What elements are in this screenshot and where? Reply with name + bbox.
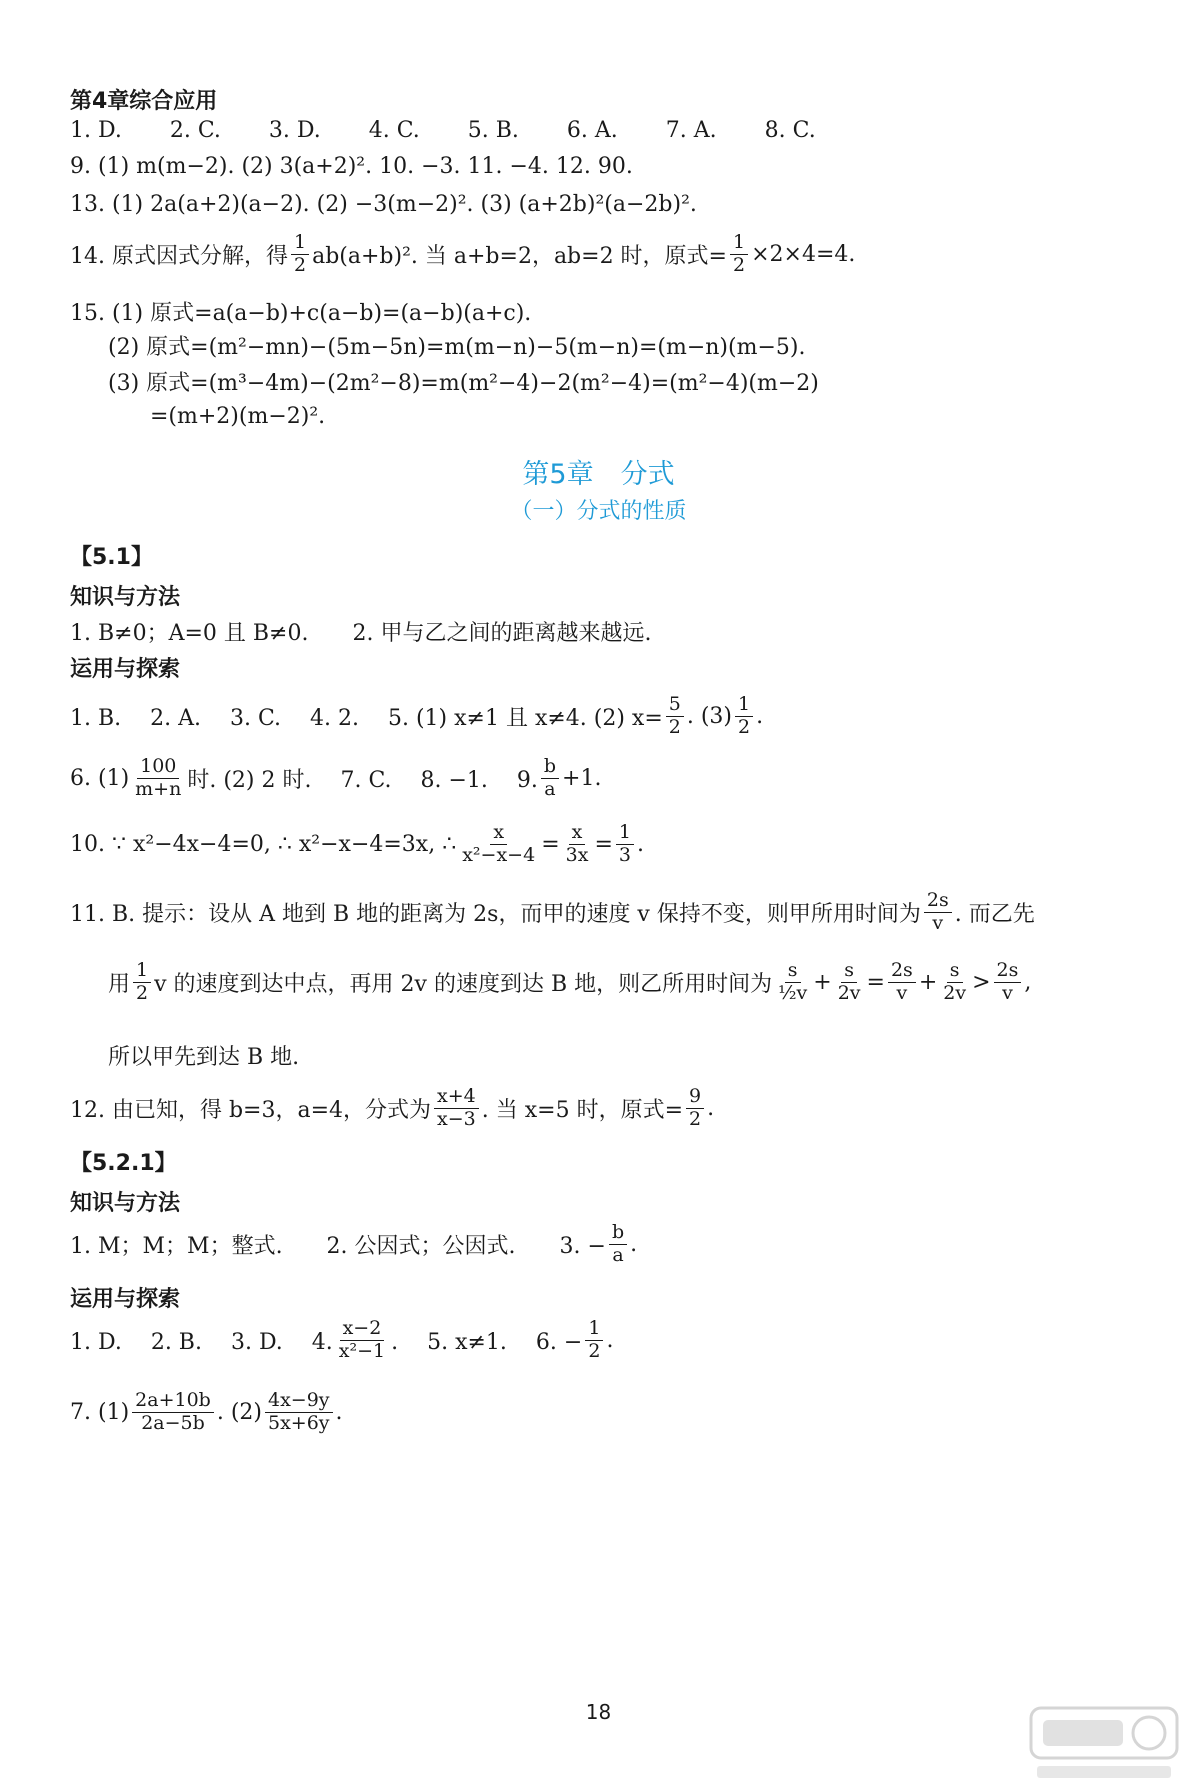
answer-item: 2. C. [169,118,221,143]
knowledge-heading-2: 知识与方法 [70,1191,181,1216]
knowledge-heading: 知识与方法 [70,585,181,610]
text: . [707,1095,715,1121]
text: 10. ∵ x²−4x−4=0, ∴ x²−x−4=3x, ∴ [70,831,457,857]
text: 1. D. 2. B. 3. D. 4. [70,1329,333,1355]
text: = [866,969,885,995]
text: 7. (1) [70,1399,130,1425]
text: . (3) [686,703,733,729]
fraction: $\frac{x}{3x}$ [565,821,589,866]
practice-row-3 [70,822,644,867]
text: . 当 x=5 时，原式= [481,1097,684,1123]
text: . [756,703,764,729]
text: 1. B. 2. A. 3. C. 4. 2. 5. (1) x≠1 且 x≠4. (2) x= [70,705,663,731]
text: 1. M；M；M；整式. 2. 公因式；公因式. 3. − [70,1233,606,1259]
answer-item: 3. D. [268,118,321,143]
fraction: $\frac{1}{2}$ [585,1318,603,1363]
text: +1. [562,765,602,791]
text: v 的速度到达中点，再用 2v 的速度到达 B 地，则乙所用时间为 [154,971,773,997]
text: = [541,831,560,857]
text: 12. 由已知，得 b=3，a=4，分式为 [70,1097,432,1123]
answer-row-1 [70,118,864,143]
answer-row-2: 9. (1) m(m−2). (2) 3(a+2)². 10. −3. 11. −4. 12. 90. [70,154,633,179]
practice2-row-1 [70,1318,613,1363]
answer-item: 1. D. [70,118,122,143]
fraction: $\frac{1}{2}$ [735,694,753,739]
practice-row-6: 所以甲先到达 B 地. [108,1045,300,1070]
answer-item: 4. C. [368,118,420,143]
text: 6. (1) [70,765,130,791]
text: . [335,1399,343,1425]
chapter4-heading: 第4章综合应用 [70,89,218,114]
section-5-2-1: 【5.2.1】 [70,1151,177,1176]
practice-row-4 [70,890,1035,935]
text: + [918,969,938,995]
knowledge-answers: 1. B≠0；A=0 且 B≠0. 2. 甲与乙之间的距离越来越远. [70,621,652,646]
practice-row-5 [108,960,1031,1005]
answer-item: 6. A. [566,118,618,143]
fraction: $\frac{5}{2}$ [666,694,684,739]
answer-item: 8. C. [764,118,816,143]
answer-item: 5. B. [467,118,519,143]
text: 时. (2) 2 时. 7. C. 8. −1. 9. [187,767,538,793]
answer-row-8: =(m+2)(m−2)². [150,404,326,429]
chapter5-title: 第5章 分式 [522,459,675,490]
practice-row-2 [70,756,601,801]
text: . [636,831,644,857]
fraction: $\frac{x}{\text{x²−x−4}}$ [462,821,536,866]
answer-row-5: 15. (1) 原式=a(a−b)+c(a−b)=(a−b)(a+c). [70,301,532,326]
fraction: $\frac{s}{\text{½v}}$ [778,959,808,1004]
fraction: $\frac{9}{2}$ [686,1086,704,1131]
section-5-1: 【5.1】 [70,545,153,570]
text: 11. B. 提示：设从 A 地到 B 地的距离为 2s，而甲的速度 v 保持不变，则甲所用时间为 [70,901,921,927]
text: . [630,1231,638,1257]
watermark-logo [1029,1704,1179,1784]
fraction: $\frac{1}{2}$ [133,960,151,1005]
fraction: $\frac{2a+10b}{2a-5b}$ [132,1390,214,1435]
practice2-row-2 [70,1390,343,1435]
text: , [1024,969,1032,995]
text: 用 [108,971,131,997]
text: 14. 原式因式分解，得 [70,243,288,269]
page-number: 18 [585,1700,612,1724]
practice-heading: 运用与探索 [70,657,181,682]
fraction: $\frac{1}{2}$ [730,232,748,277]
practice-row-7 [70,1086,714,1131]
fraction: $\frac{2s}{v}$ [994,960,1022,1005]
answer-row-4 [70,232,855,277]
answer-row-6: (2) 原式=(m²−mn)−(5m−5n)=m(m−n)−5(m−n)=(m−n)(m−5). [108,335,806,360]
fraction: $\frac{4x-9y}{5x+6y}$ [265,1390,333,1435]
fraction: $\frac{2s}{v}$ [888,960,916,1005]
text: ×2×4=4. [751,241,856,267]
fraction: $\frac{1}{3}$ [616,822,634,867]
text: . 而乙先 [954,901,1035,927]
knowledge-answers-2 [70,1222,637,1267]
practice-heading-2: 运用与探索 [70,1287,181,1312]
fraction: $\frac{s}{2v}$ [837,959,861,1004]
fraction: $\frac{x-2}{\text{x²−1}}$ [338,1317,386,1362]
answer-item: 7. A. [665,118,717,143]
text: ab(a+b)². 当 a+b=2，ab=2 时，原式= [312,243,727,269]
answer-row-3: 13. (1) 2a(a+2)(a−2). (2) −3(m−2)². (3) (a+2b)²(a−2b)². [70,192,697,217]
fraction: $\frac{x+4}{x-3}$ [434,1086,479,1131]
answer-row-7: (3) 原式=(m³−4m)−(2m²−8)=m(m²−4)−2(m²−4)=(m²−4)(m−2) [108,371,819,396]
text: . (2) [216,1399,262,1425]
practice-row-1 [70,694,763,739]
text: . 5. x≠1. 6. − [391,1329,583,1355]
fraction: $\frac{1}{2}$ [291,232,309,277]
fraction: $\frac{b}{a}$ [541,756,559,801]
text: + [813,969,832,995]
text: = [594,831,613,857]
text: > [972,969,991,995]
fraction: $\frac{2s}{v}$ [924,890,952,935]
fraction: $\frac{s}{2v}$ [943,959,967,1004]
text: . [606,1327,614,1353]
fraction: $\frac{100}{m+n}$ [135,755,182,800]
fraction: $\frac{b}{a}$ [609,1222,627,1267]
chapter5-subtitle: （一）分式的性质 [510,499,687,524]
